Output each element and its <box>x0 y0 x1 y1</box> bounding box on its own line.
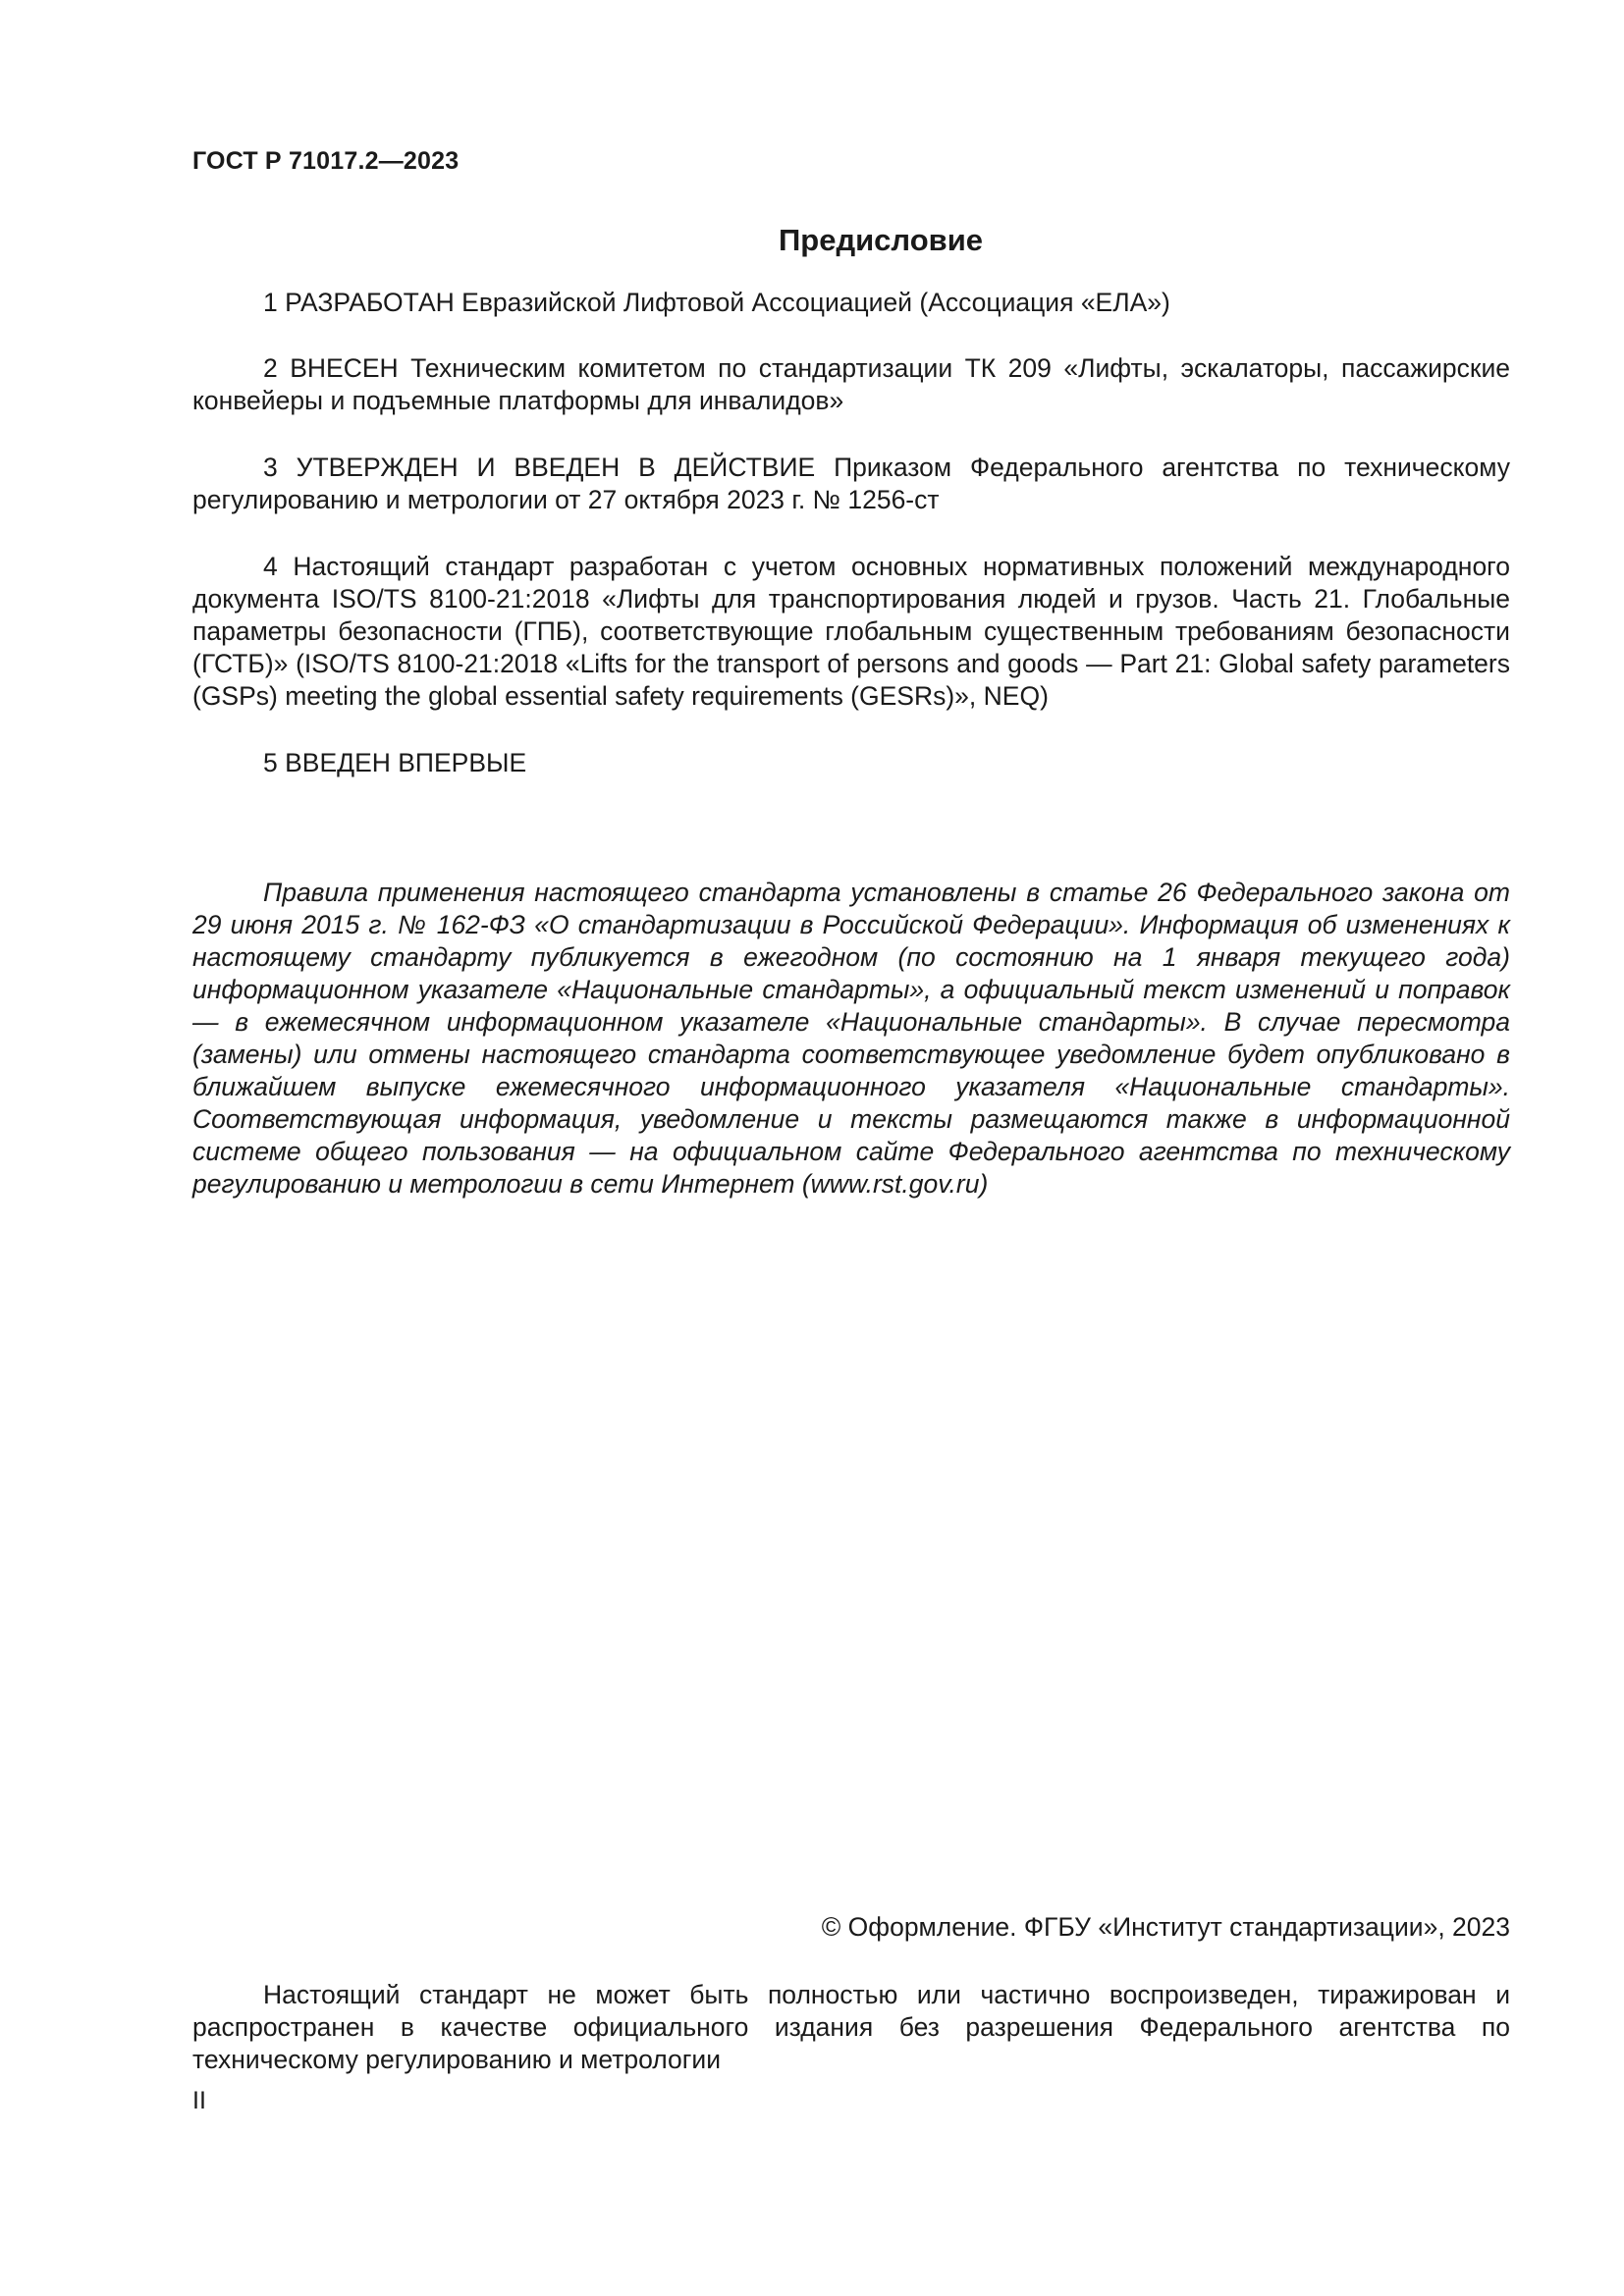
document-code-header: ГОСТ Р 71017.2—2023 <box>192 147 460 175</box>
application-rules-notice: Правила применения настоящего стандарта установлены в статье 26 Федерального закона от 29 июня 2015 г. № 162-ФЗ «О стандартизации в Российской Федерации». Информация об изменениях к настоящему стандарту публикуется в ежегодном (по состоянию на 1 января текущего года) информационном указателе «Национальные стандарты», а официальный текст изменений и поправок — в ежемесячном информационном указателе «Национальные стандарты». В случае пересмотра (замены) или отмены настоящего стандарта соответствующее уведомление будет опубликовано в ближайшем выпуске ежемесячного информационного указателя «Национальные стандарты». Соответствующая информация, уведомление и тексты размещаются также в информационной системе общего пользования — на официальном сайте Федерального агентства по техническому регулированию и метрологии в сети Интернет (www.rst.gov.ru) <box>192 878 1510 1199</box>
preface-item-2: 2 ВНЕСЕН Техническим комитетом по стандартизации ТК 209 «Лифты, эскалаторы, пассажирские конвейеры и подъемные платформы для инвалидов» <box>192 353 1510 415</box>
copyright-line: © Оформление. ФГБУ «Институт стандартизации», 2023 <box>821 1912 1510 1942</box>
page-number: II <box>192 2087 206 2114</box>
preface-item-4: 4 Настоящий стандарт разработан с учетом основных нормативных положений международного документа ISO/TS 8100-21:2018 «Лифты для транспортирования людей и грузов. Часть 21. Глобальные параметры безопасности (ГПБ), соответствующие глобальным существенным требованиям безопасности (ГСТБ)» (ISO/TS 8100-21:2018 «Lifts for the transport of persons and goods — Part 21: Global safety parameters (GSPs) meeting the global essential safety requirements (GESRs)», NEQ) <box>192 552 1510 711</box>
preface-item-3: 3 УТВЕРЖДЕН И ВВЕДЕН В ДЕЙСТВИЕ Приказом Федерального агентства по техническому регулированию и метрологии от 27 октября 2023 г. № 1256-ст <box>192 453 1510 514</box>
reproduction-notice: Настоящий стандарт не может быть полностью или частично воспроизведен, тиражирован и распространен в качестве официального издания без разрешения Федерального агентства по техническому регулированию и метрологии <box>192 1980 1510 2074</box>
preface-item-5: 5 ВВЕДЕН ВПЕРВЫЕ <box>263 748 527 777</box>
preface-item-1: 1 РАЗРАБОТАН Евразийской Лифтовой Ассоциацией (Ассоциация «ЕЛА») <box>263 288 1170 317</box>
preface-title: Предисловие <box>778 223 983 257</box>
